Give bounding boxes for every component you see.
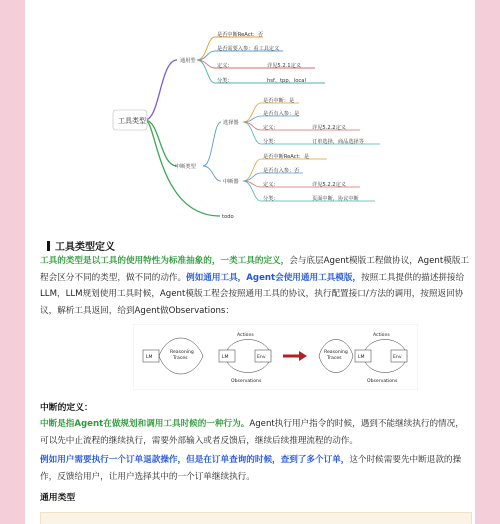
interrupt-heading: 中断的定义：: [40, 403, 93, 413]
middle-label: 中断器: [223, 179, 239, 185]
middle-item-1: 是否中断ReAct：是: [263, 154, 310, 160]
diagram-actions-2: Actions: [373, 333, 390, 338]
diagram-observations-2: Observations: [367, 379, 398, 384]
tool-type-mindmap: [25, 0, 475, 230]
selector-item-4: 分类：: [263, 139, 279, 145]
diagram-lm-2: LM: [222, 355, 229, 360]
diagram-reasoning-1: Reasoning: [170, 350, 194, 355]
section-title: [47, 238, 115, 253]
general-item-3: 定义：: [217, 63, 233, 69]
diagram-lm-1: LM: [146, 355, 153, 360]
diagram-env-1: Env: [257, 355, 266, 360]
diagram-env-2: Env: [393, 355, 402, 360]
general-value-2: hsf、tpp、local: [267, 78, 306, 84]
para1-text-2: 按照工具提供的描述拼接给LLM，LLM规划使用工具时候，Agent模版工程会按照通用工具的协议，执行配置接口/方法的调用，按照返回协议，解析工具返回，给到Agent做Observations：: [40, 272, 465, 316]
diagram-observations-1: Observations: [231, 379, 262, 384]
selector-item-3: 定义：: [263, 125, 279, 131]
heading-bar: [47, 241, 50, 251]
general-item-4: 分类：: [217, 78, 233, 84]
selector-label: 选择器: [223, 120, 239, 126]
diagram-lm-3: LM: [358, 355, 365, 360]
paragraph-tool-type: [40, 253, 470, 319]
middle-item-4: 分类：: [263, 196, 279, 202]
general-item-2: 是否需要入参：看工具定义: [217, 46, 280, 52]
react-diagram: [133, 324, 418, 390]
diagram-reasoning-2: Reasoning: [324, 350, 348, 355]
interrupt-example-blue: 例如用户需要执行一个订单退款操作，但是在订单查询的时候，查到了多个订单，: [40, 455, 350, 465]
paragraph-interrupt: [40, 416, 470, 449]
middle-value-1: 详见5.2.2定义: [312, 182, 346, 188]
general-item-1: 是否中断ReAct：否: [217, 32, 264, 38]
selector-item-2: 是否有入参：是: [263, 111, 300, 117]
middle-item-2: 是否有入参：否: [263, 168, 300, 174]
interrupt-highlight: 中断是指Agent在做规划和调用工具时候的一种行为。: [40, 419, 250, 429]
general-type-heading: 通用类型: [40, 493, 76, 503]
middle-value-2: 页面中断，协议中断: [312, 196, 359, 202]
mindmap-general-label: 通用型: [180, 58, 196, 64]
para1-blue: 例如通用工具，Agent会使用通用工具模版，: [186, 272, 362, 283]
middle-item-3: 定义：: [263, 182, 279, 188]
document-card: [25, 0, 475, 524]
selector-item-1: 是否中断：是: [263, 98, 295, 104]
diagram-actions-1: Actions: [237, 333, 254, 338]
para1-highlight: 工具的类型是以工具的使用特性为标准抽象的，一类工具的定义，: [40, 256, 290, 266]
general-value-1: 详见5.2.1定义: [267, 63, 301, 69]
mindmap-interrupt-label: 中断类型: [175, 164, 196, 170]
mindmap-todo: todo: [222, 214, 234, 220]
interrupt-text: Agent执行用户指令的时候，遇到不能继续执行的情况，可以先中止流程的继续执行，需要外部输入或者反馈后，继续后续推理流程的动作。: [40, 419, 464, 446]
note-box: [40, 512, 472, 524]
section-title-text: 工具类型定义: [55, 242, 115, 253]
para1-text-1: 会与底层Agent模版工程做协议，Agent模版工程会区分不同的类型，做不同的动作。: [40, 256, 470, 283]
diagram-traces-2: Traces: [327, 356, 342, 361]
selector-value-2: 订单选择，商品选择等: [312, 139, 364, 145]
mindmap-root: 工具类型: [118, 117, 146, 125]
interrupt-example-text: 这个时候需要先中断退款的操作，反馈给用户，让用户选择其中的一个订单继续执行。: [40, 455, 462, 482]
selector-value-1: 详见5.2.2定义: [312, 125, 346, 131]
paragraph-interrupt-example: [40, 452, 470, 485]
diagram-traces-1: Traces: [173, 356, 188, 361]
